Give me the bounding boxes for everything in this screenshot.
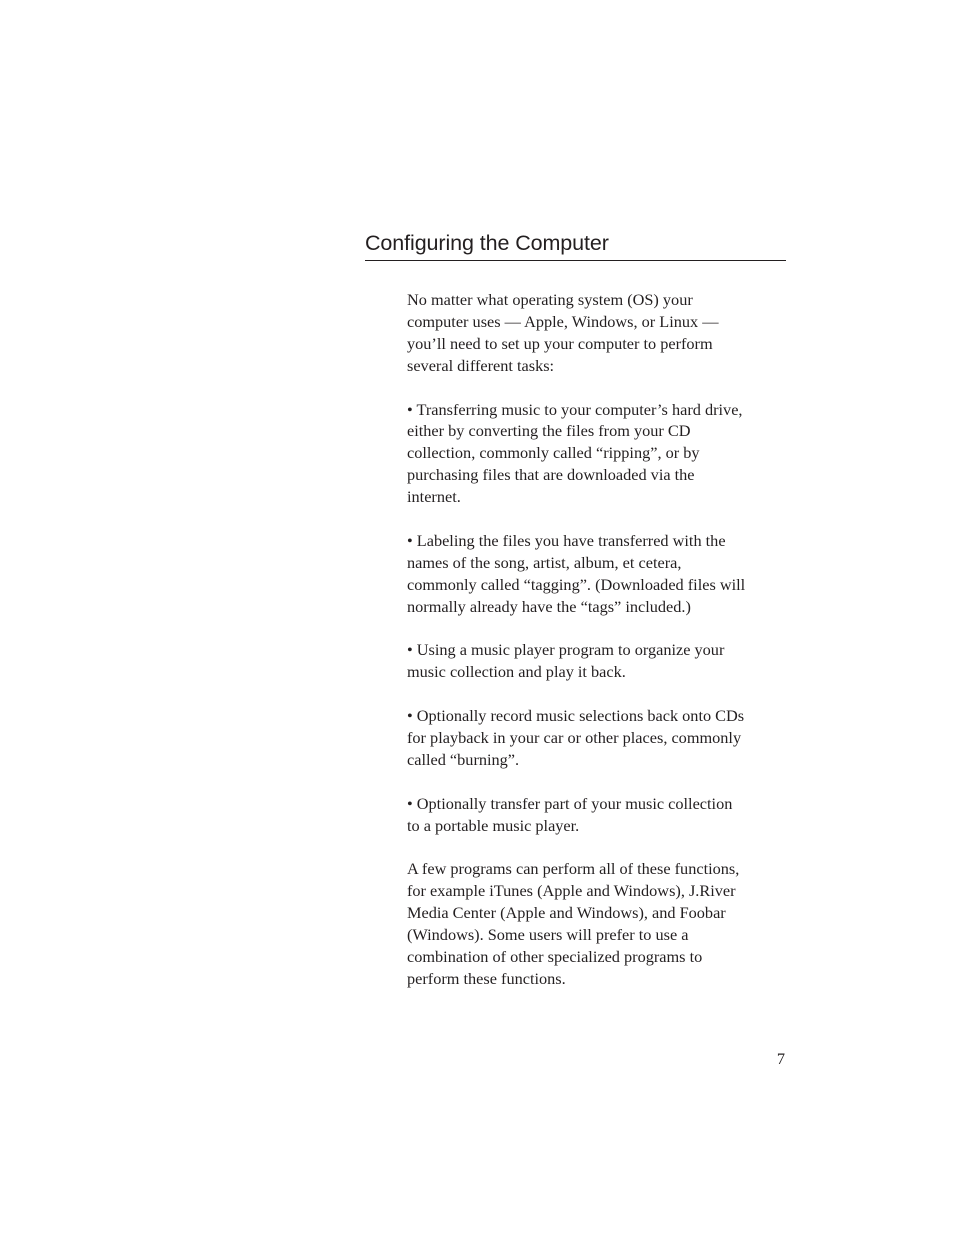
body-text bbox=[407, 289, 792, 1012]
bullet-item-portable-player: • Optionally transfer part of your music collection to a portable music player. bbox=[407, 793, 733, 835]
closing-paragraph: A few programs can perform all of these functions, for example iTunes (Apple and Windows), J.River Media Center (Apple and Windows), and Foobar (Windows). Some users will prefer to use a combination of other specialized programs to perform these functions. bbox=[407, 859, 740, 988]
bullet-item-transferring: • Transferring music to your computer’s hard drive, either by converting the files from your CD collection, commonly called “ripping”, or by purchasing files that are downloaded via the internet. bbox=[407, 399, 743, 507]
page-number: 7 bbox=[776, 1049, 785, 1068]
bullet-item-music-player: • Using a music player program to organize your music collection and play it back. bbox=[407, 640, 725, 682]
section-heading: Configuring the Computer bbox=[365, 229, 786, 261]
bullet-item-labeling: • Labeling the files you have transferred with the names of the song, artist, album, et cetera, commonly called “tagging”. (Downloaded files will normally already have the “tags” included.) bbox=[407, 530, 746, 616]
bullet-item-burning: • Optionally record music selections back onto CDs for playback in your car or other places, commonly called “burning”. bbox=[407, 706, 745, 769]
intro-paragraph: No matter what operating system (OS) your computer uses — Apple, Windows, or Linux — you’ll need to set up your computer to perform several different tasks: bbox=[407, 290, 719, 375]
